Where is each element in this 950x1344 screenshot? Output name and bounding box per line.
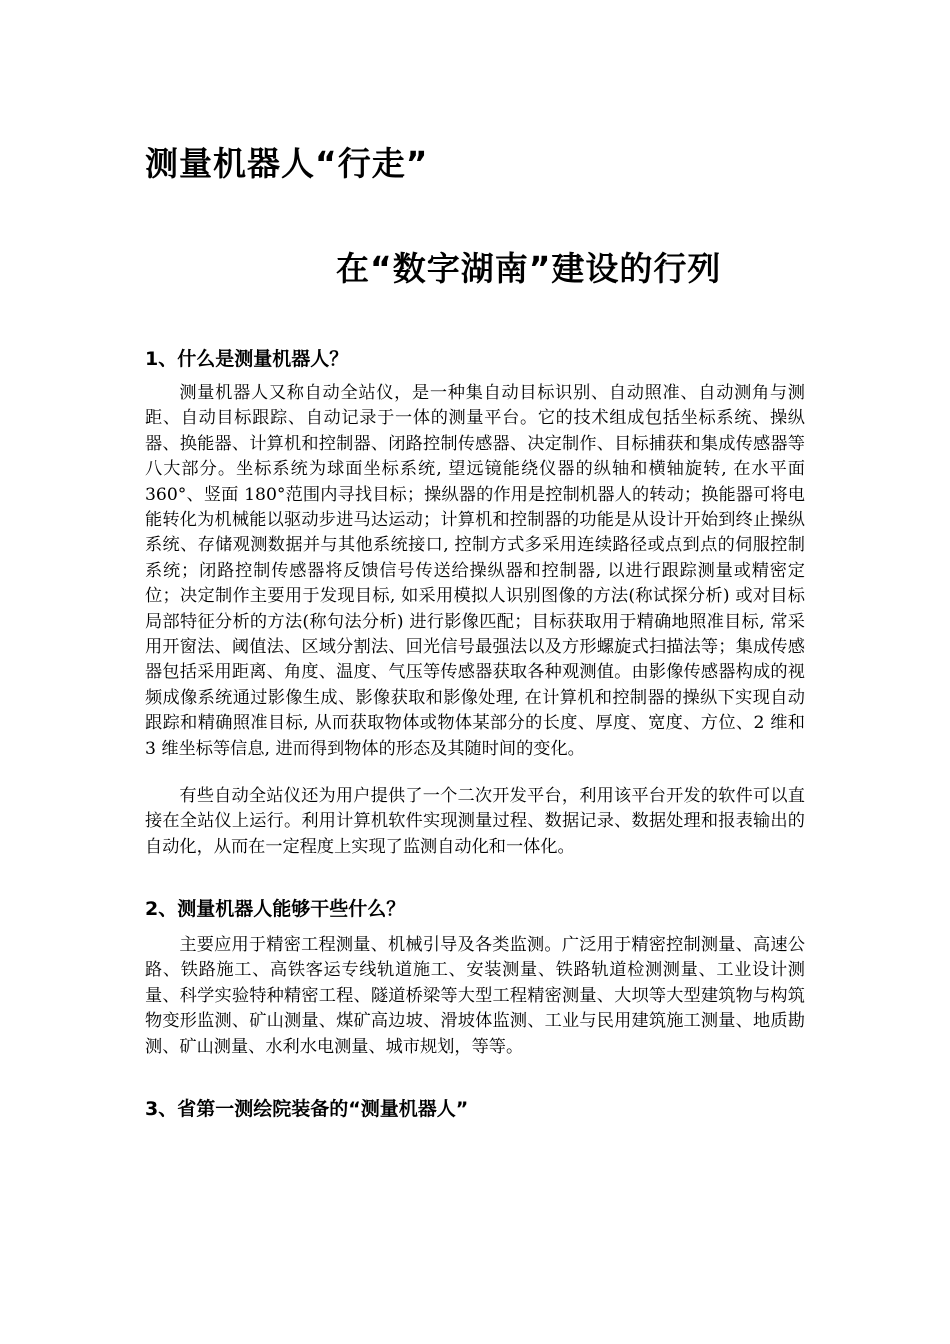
section-2-heading: 2、测量机器人能够干些什么？	[145, 898, 406, 920]
section-1-heading: 1、什么是测量机器人？	[145, 348, 349, 370]
section-2-paragraph-1: 主要应用于精密工程测量、机械引导及各类监测。广泛用于精密控制测量、高速公路、铁路施工、高铁客运专线轨道施工、安装测量、铁路轨道检测测量、工业设计测量、科学实验特种精密工程、隧道桥梁等大型工程精密测量、大坝等大型建筑物与构筑物变形监测、矿山测量、煤矿高边坡、滑坡体监测、工业与民用建筑施工测量、地质勘测、矿山测量、水利水电测量、城市规划，等等。	[145, 935, 805, 1057]
document-title-line-2: 在“数字湖南”建设的行列	[336, 249, 722, 288]
section-3-heading: 3、省第一测绘院装备的“测量机器人”	[145, 1098, 469, 1120]
document-title-line-1: 测量机器人“行走”	[145, 144, 429, 183]
section-1-paragraph-2: 有些自动全站仪还为用户提供了一个二次开发平台，利用该平台开发的软件可以直接在全站仪上运行。利用计算机软件实现测量过程、数据记录、数据处理和报表输出的自动化，从而在一定程度上实现了监测自动化和一体化。	[145, 786, 805, 857]
section-1-paragraph-1: 测量机器人又称自动全站仪，是一种集自动目标识别、自动照准、自动测角与测距、自动目标跟踪、自动记录于一体的测量平台。它的技术组成包括坐标系统、操纵器、换能器、计算机和控制器、闭路控制传感器、决定制作、目标捕获和集成传感器等八大部分。坐标系统为球面坐标系统, 望远镜能绕仪器的纵轴和横轴旋转, 在水平面 360°、竖面 180°范围内寻找目标；操纵器的作用是控制机器人的转动；换能器可将电能转化为机械能以驱动步进马达运动；计算机和控制器的功能是从设计开始到终止操纵系统、存储观测数据并与其他系统接口, 控制方式多采用连续路径或点到点的伺服控制系统；闭路控制传感器将反馈信号传送给操纵器和控制器, 以进行跟踪测量或精密定位；决定制作主要用于发现目标, 如采用模拟人识别图像的方法(称试探分析) 或对目标局部特征分析的方法(称句法分析) 进行影像匹配；目标获取用于精确地照准目标, 常采用开窗法、阈值法、区域分割法、回光信号最强法以及方形螺旋式扫描法等；集成传感器包括采用距离、角度、温度、气压等传感器获取各种观测值。由影像传感器构成的视频成像系统通过影像生成、影像获取和影像处理, 在计算机和控制器的操纵下实现自动跟踪和精确照准目标, 从而获取物体或物体某部分的长度、厚度、宽度、方位、2 维和 3 维坐标等信息, 进而得到物体的形态及其随时间的变化。	[145, 383, 805, 759]
